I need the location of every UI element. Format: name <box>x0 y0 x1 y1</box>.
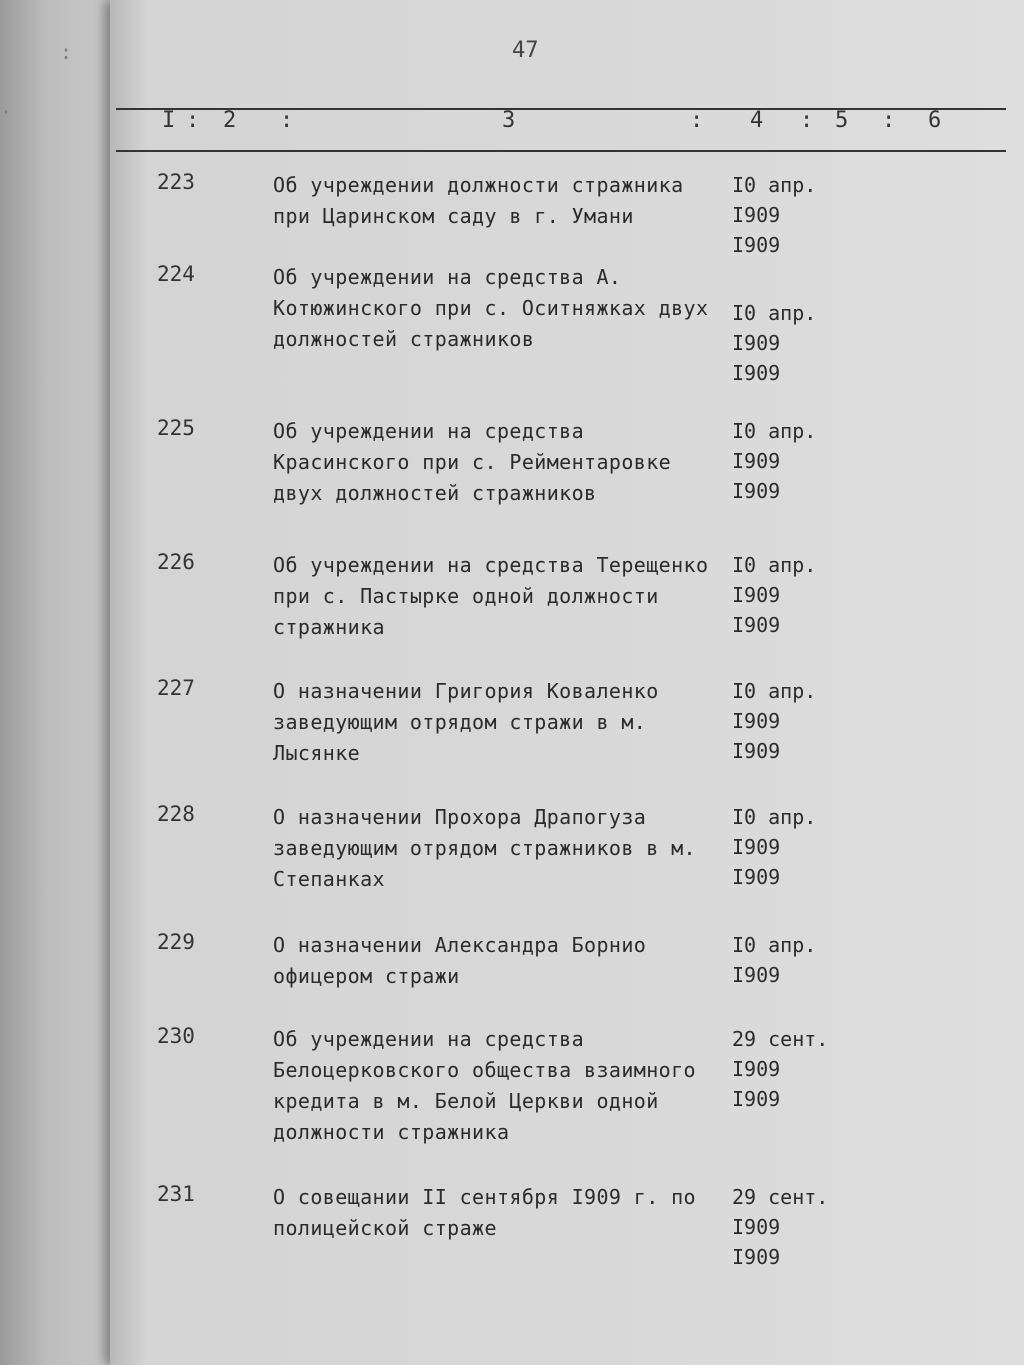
entry-start-year: I909 <box>732 583 781 607</box>
column-header-4: 4 <box>750 108 764 133</box>
entry-dates <box>732 550 852 640</box>
entry-date: I0 апр. <box>732 419 817 443</box>
entry-number: 229 <box>157 930 195 954</box>
ghost-mark: : <box>60 40 73 64</box>
column-separator: : <box>280 108 294 133</box>
entry-date: I0 апр. <box>732 933 817 957</box>
entry-dates <box>732 676 852 766</box>
entry-number: 227 <box>157 676 195 700</box>
facing-page <box>0 0 118 1365</box>
entry-number: 223 <box>157 170 195 194</box>
entry-end-year: I909 <box>732 1245 781 1269</box>
entry-end-year: I909 <box>732 613 781 637</box>
entry-date: I0 апр. <box>732 173 817 197</box>
header-rule-top <box>116 108 1006 110</box>
entry-number: 228 <box>157 802 195 826</box>
entry-end-year: I909 <box>732 1087 781 1111</box>
entry-end-year: I909 <box>732 233 781 257</box>
entry-start-year: I909 <box>732 709 781 733</box>
entry-start-year: I909 <box>732 963 781 987</box>
entry-dates <box>732 170 852 260</box>
entry-date: I0 апр. <box>732 301 817 325</box>
column-separator: : <box>186 108 200 133</box>
entry-date: I0 апр. <box>732 805 817 829</box>
entry-title: О назначении Александра Борнио офицером стражи <box>273 933 647 988</box>
entry-start-year: I909 <box>732 1215 781 1239</box>
document-page <box>110 0 1024 1365</box>
entry-date: I0 апр. <box>732 553 817 577</box>
column-header-3: 3 <box>502 108 516 133</box>
column-separator: : <box>882 108 896 133</box>
entry-title: Об учреждении на средства Терещенко при с. Пастырке одной должности стражника <box>273 553 709 639</box>
entry-title: О назначении Прохора Драпогуза заведующим отрядом стражников в м. Степанках <box>273 805 696 891</box>
entry-number: 224 <box>157 262 195 286</box>
entry-dates <box>732 1182 852 1272</box>
column-separator: : <box>690 108 704 133</box>
entry-title: Об учреждении должности стражника при Царинском саду в г. Умани <box>273 173 684 228</box>
entry-title: О совещании II сентября I909 г. по полицейской страже <box>273 1185 696 1240</box>
entry-end-year: I909 <box>732 865 781 889</box>
entry-title: О назначении Григория Коваленко заведующим отрядом стражи в м. Лысянке <box>273 679 659 765</box>
entry-end-year: I909 <box>732 361 781 385</box>
entry-start-year: I909 <box>732 1057 781 1081</box>
column-header-6: 6 <box>928 108 942 133</box>
column-header-1: I <box>162 108 176 133</box>
entry-number: 230 <box>157 1024 195 1048</box>
entry-dates <box>732 298 852 388</box>
entry-title: Об учреждении на средства Красинского при с. Рейментаровке двух должностей стражников <box>273 419 672 505</box>
column-separator: : <box>800 108 814 133</box>
entry-end-year: I909 <box>732 479 781 503</box>
entry-date: 29 сент. <box>732 1185 829 1209</box>
entry-date: 29 сент. <box>732 1027 829 1051</box>
entry-dates <box>732 930 852 990</box>
entry-number: 231 <box>157 1182 195 1206</box>
column-header-2: 2 <box>223 108 237 133</box>
column-header-5: 5 <box>835 108 849 133</box>
header-rule-bottom <box>116 150 1006 152</box>
entry-dates <box>732 802 852 892</box>
page-number: 47 <box>512 38 539 63</box>
entry-title: Об учреждении на средства А. Котюжинского при с. Оситняжках двух должностей стражников <box>273 265 709 351</box>
entry-date: I0 апр. <box>732 679 817 703</box>
entry-start-year: I909 <box>732 331 781 355</box>
entry-dates <box>732 1024 852 1114</box>
entry-title: Об учреждении на средства Белоцерковского общества взаимного кредита в м. Белой Церкви одной должности стражника <box>273 1027 696 1144</box>
entry-start-year: I909 <box>732 203 781 227</box>
entry-number: 225 <box>157 416 195 440</box>
ghost-mark: · <box>0 100 13 124</box>
entry-number: 226 <box>157 550 195 574</box>
entry-end-year: I909 <box>732 739 781 763</box>
entry-start-year: I909 <box>732 835 781 859</box>
entry-dates <box>732 416 852 506</box>
entry-start-year: I909 <box>732 449 781 473</box>
